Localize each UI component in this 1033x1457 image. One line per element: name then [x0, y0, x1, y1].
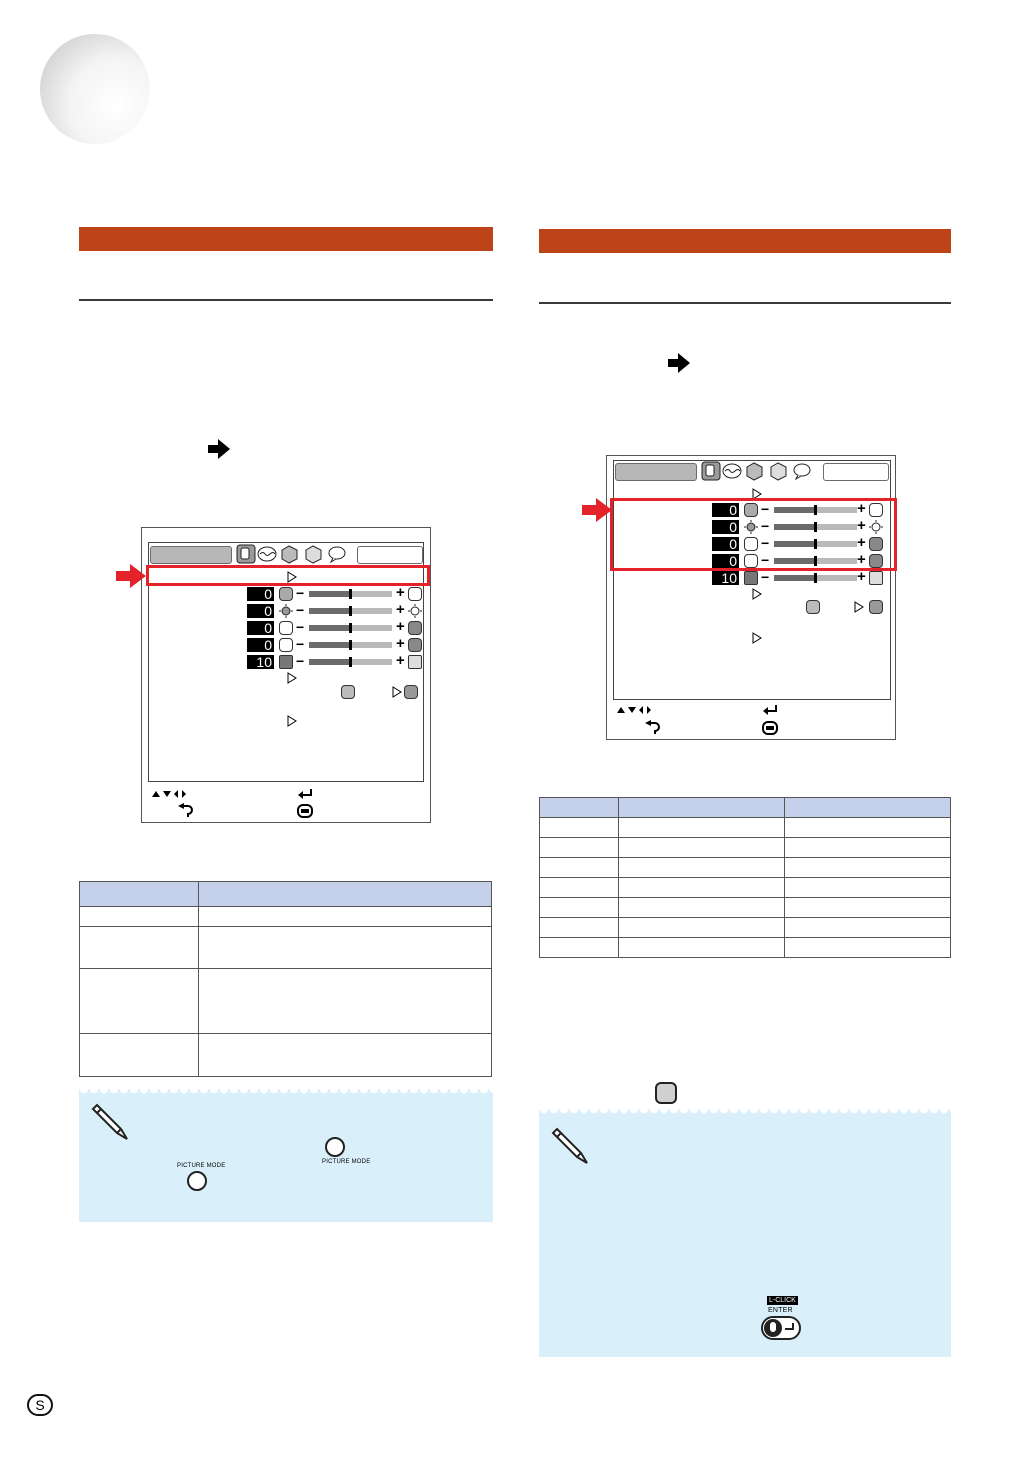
table-cell [540, 838, 619, 858]
table-cell [785, 898, 951, 918]
value-box: 0 [247, 604, 274, 618]
table-header-cell [540, 798, 619, 818]
menu-tab-icons [236, 544, 346, 564]
table-header-cell [80, 882, 199, 907]
left-table [79, 881, 492, 1077]
red-pointer-icon [116, 564, 146, 588]
page-number-badge: S [27, 1394, 53, 1416]
value-box: 0 [712, 503, 739, 517]
enter-button-icon [761, 1316, 801, 1340]
color-temp-icon [655, 1082, 677, 1104]
table-cell [199, 906, 492, 927]
right-rule [539, 302, 951, 304]
menu-tab-right [357, 546, 423, 564]
value-box: 0 [712, 554, 739, 568]
right-table [539, 797, 951, 958]
value-box: 0 [247, 638, 274, 652]
submenu-arrow-icon [287, 715, 297, 727]
selection-highlight [146, 565, 430, 586]
lclick-label: L-CLICK [769, 1297, 796, 1304]
color-temp-icon [869, 600, 883, 614]
table-cell [80, 927, 199, 969]
remote-button-icon [325, 1137, 345, 1157]
table-cell [80, 969, 199, 1034]
slider: − + [761, 534, 866, 551]
slider: − + [761, 500, 866, 517]
table-header-cell [199, 882, 492, 907]
table-cell [619, 878, 785, 898]
left-section-bar [79, 227, 493, 251]
slider: − + [296, 601, 405, 618]
arrow-right-icon [668, 353, 690, 373]
table-cell [785, 878, 951, 898]
table-cell [80, 906, 199, 927]
color-icon [408, 621, 422, 635]
table-cell [540, 898, 619, 918]
selection-highlight [610, 498, 897, 571]
submenu-arrow-icon [752, 588, 762, 600]
value-box: 0 [712, 520, 739, 534]
table-cell [619, 898, 785, 918]
pencil-note-icon [91, 1103, 131, 1141]
right-section-bar [539, 229, 951, 253]
sharpness-icon [869, 571, 883, 585]
return-icon [645, 720, 661, 734]
color-temp-icon [806, 600, 820, 614]
slider: − + [761, 517, 866, 534]
table-cell [619, 918, 785, 938]
sharpness-icon [744, 571, 758, 585]
value-box: 0 [247, 587, 274, 601]
table-cell [619, 818, 785, 838]
table-cell [619, 858, 785, 878]
brightness-icon [279, 604, 293, 618]
slider: − + [296, 584, 405, 601]
arrow-right-icon [208, 439, 230, 459]
menu-tab-icons [701, 461, 811, 481]
color-temp-icon [341, 685, 355, 699]
slider: − + [296, 635, 405, 652]
red-pointer-icon [582, 498, 612, 522]
corner-decoration [40, 34, 150, 144]
remote-button-label: PICTURE MODE [322, 1159, 371, 1165]
table-cell [540, 938, 619, 958]
menu-button-icon [297, 804, 313, 818]
slider: − + [761, 568, 866, 585]
remote-button-label: PICTURE MODE [177, 1163, 226, 1169]
slider: − + [296, 652, 405, 669]
return-icon [178, 803, 194, 817]
table-cell [785, 918, 951, 938]
value-box: 0 [247, 621, 274, 635]
table-cell [785, 838, 951, 858]
tint-icon [279, 638, 293, 652]
color-icon [279, 621, 293, 635]
pencil-note-icon [551, 1127, 591, 1165]
contrast-icon [408, 587, 422, 601]
menu-tab-right [823, 463, 889, 481]
table-cell [540, 878, 619, 898]
table-cell [785, 938, 951, 958]
enter-icon [762, 704, 778, 716]
direction-keys-icon [152, 788, 186, 800]
value-box: 0 [712, 537, 739, 551]
left-rule [79, 299, 493, 301]
table-cell [619, 938, 785, 958]
slider: − + [761, 551, 866, 568]
table-cell [199, 1033, 492, 1076]
tint-icon [408, 638, 422, 652]
table-cell [785, 818, 951, 838]
submenu-arrow-icon [287, 672, 297, 684]
contrast-icon [279, 587, 293, 601]
table-cell [540, 918, 619, 938]
table-header-cell [619, 798, 785, 818]
value-box: 10 [247, 655, 274, 669]
right-note-box [539, 1109, 951, 1357]
direction-keys-icon [617, 704, 651, 716]
table-cell [199, 969, 492, 1034]
color-temp-icon [404, 685, 418, 699]
submenu-arrow-icon [752, 632, 762, 644]
table-cell [619, 838, 785, 858]
submenu-arrow-icon [854, 601, 864, 613]
sharpness-icon [408, 655, 422, 669]
slider: − + [296, 618, 405, 635]
table-header-cell [785, 798, 951, 818]
table-cell [540, 858, 619, 878]
brightness-icon [408, 604, 422, 618]
enter-label: ENTER [768, 1307, 793, 1314]
menu-button-icon [762, 721, 778, 735]
table-cell [540, 818, 619, 838]
picture-mode-button-icon [187, 1171, 207, 1191]
table-cell [199, 927, 492, 969]
menu-tab-selected [615, 463, 697, 481]
submenu-arrow-icon [392, 686, 402, 698]
table-cell [80, 1033, 199, 1076]
menu-tab-selected [150, 546, 232, 564]
left-note-box [79, 1089, 493, 1222]
sharpness-icon [279, 655, 293, 669]
enter-icon [297, 788, 313, 800]
value-box: 10 [712, 571, 739, 585]
table-cell [785, 858, 951, 878]
